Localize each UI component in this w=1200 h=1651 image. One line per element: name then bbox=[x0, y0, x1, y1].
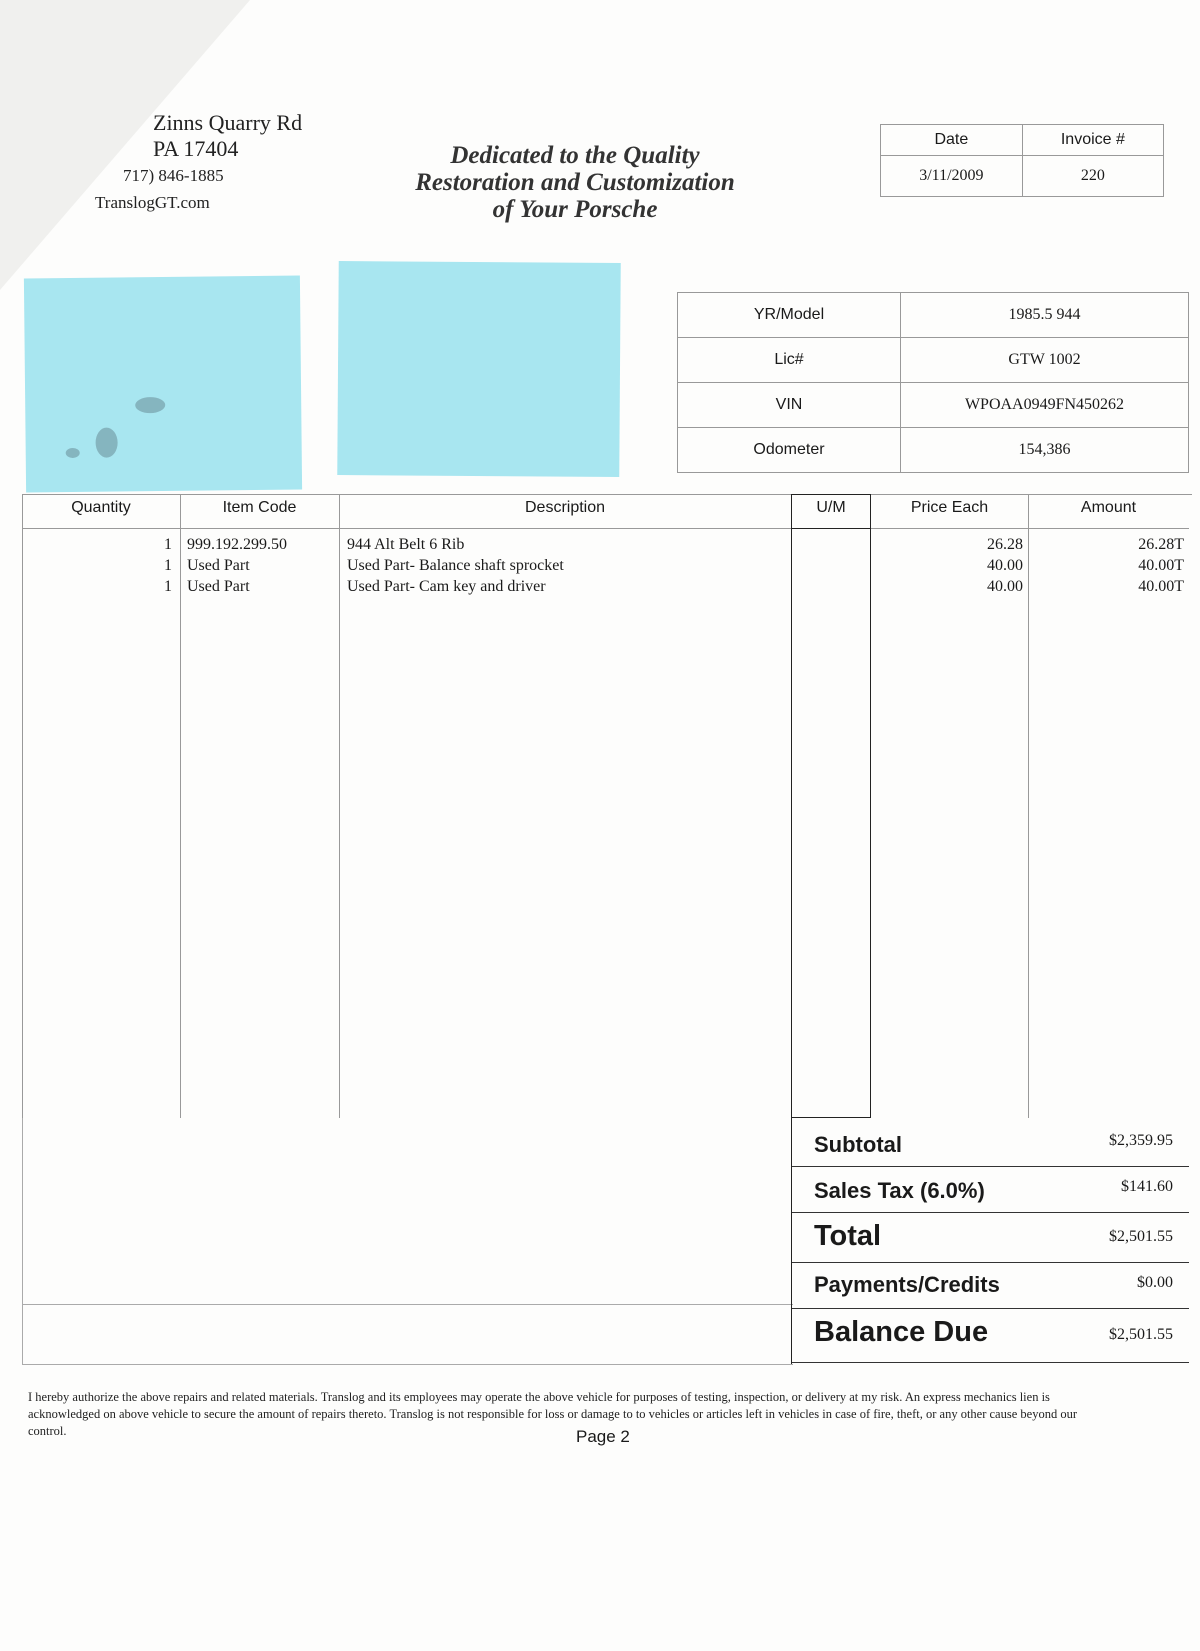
authorization-text: I hereby authorize the above repairs and related materials. Translog and its employees may operate the above vehicle for purposes of testing, inspection, or delivery at my risk. An express mechanics lien is acknowledged on above vehicle to secure the amount of repairs thereto. Translog is not responsible for loss or damage to to vehicles or articles left in vehicles in case of fire, theft, or any other cause beyond our control. bbox=[28, 1390, 1077, 1438]
payments-value: $0.00 bbox=[1137, 1274, 1173, 1291]
address-line-1: Zinns Quarry Rd bbox=[153, 110, 303, 135]
header-item-code: Item Code bbox=[222, 499, 297, 516]
shop-address bbox=[95, 110, 303, 216]
vehicle-value: 1985.5 944 bbox=[901, 293, 1189, 338]
item-amount: 26.28T bbox=[1138, 536, 1184, 553]
vehicle-value: 154,386 bbox=[901, 428, 1189, 473]
vehicle-label: Odometer bbox=[678, 428, 901, 473]
vehicle-row bbox=[678, 338, 1189, 383]
total-row bbox=[792, 1212, 1189, 1263]
date-invoice-box bbox=[880, 124, 1164, 197]
header-price-each: Price Each bbox=[910, 499, 989, 516]
header-description: Description bbox=[524, 499, 606, 516]
item-code: Used Part bbox=[187, 578, 250, 595]
balance-row bbox=[792, 1308, 1189, 1363]
website: TranslogGT.com bbox=[95, 193, 210, 212]
subtotal-value: $2,359.95 bbox=[1109, 1132, 1173, 1149]
total-value: $2,501.55 bbox=[1109, 1228, 1173, 1245]
header-um: U/M bbox=[816, 499, 846, 516]
vehicle-label: YR/Model bbox=[678, 293, 901, 338]
sticky-note-redaction-2 bbox=[337, 261, 620, 477]
item-amount: 40.00T bbox=[1138, 557, 1184, 574]
item-code: Used Part bbox=[187, 557, 250, 574]
vehicle-label: Lic# bbox=[678, 338, 901, 383]
tax-value: $141.60 bbox=[1121, 1178, 1173, 1195]
tax-label: Sales Tax (6.0%) bbox=[814, 1178, 985, 1203]
column-divider bbox=[339, 494, 340, 1118]
header-divider bbox=[22, 528, 792, 529]
invoice-number-label: Invoice # bbox=[1022, 125, 1163, 156]
vehicle-row bbox=[678, 383, 1189, 428]
vehicle-label: VIN bbox=[678, 383, 901, 428]
header-amount: Amount bbox=[1080, 499, 1137, 516]
vehicle-value: GTW 1002 bbox=[901, 338, 1189, 383]
item-price: 26.28 bbox=[987, 536, 1023, 553]
vehicle-row bbox=[678, 428, 1189, 473]
page-number: Page 2 bbox=[576, 1427, 630, 1446]
vehicle-value: WPOAA0949FN450262 bbox=[901, 383, 1189, 428]
sticky-note-redaction-1 bbox=[24, 276, 302, 493]
item-amount: 40.00T bbox=[1138, 578, 1184, 595]
invoice-date: 3/11/2009 bbox=[881, 156, 1023, 197]
item-qty: 1 bbox=[164, 536, 172, 553]
payments-row bbox=[792, 1262, 1189, 1309]
item-description: Used Part- Cam key and driver bbox=[347, 578, 546, 595]
item-qty: 1 bbox=[164, 578, 172, 595]
column-divider bbox=[180, 494, 181, 1118]
tagline: Dedicated to the Quality Restoration and Customization of Your Porsche bbox=[415, 142, 735, 223]
balance-label: Balance Due bbox=[814, 1316, 989, 1348]
item-price: 40.00 bbox=[987, 578, 1023, 595]
phone-number: 717) 846-1885 bbox=[123, 166, 224, 185]
um-column bbox=[791, 494, 871, 1118]
totals-box bbox=[791, 1118, 1189, 1364]
balance-value: $2,501.55 bbox=[1109, 1326, 1173, 1343]
tax-row bbox=[792, 1166, 1189, 1213]
vehicle-info-box bbox=[677, 292, 1189, 473]
total-label: Total bbox=[814, 1220, 882, 1252]
subtotal-row bbox=[792, 1118, 1189, 1167]
item-code: 999.192.299.50 bbox=[187, 536, 287, 553]
date-label: Date bbox=[881, 125, 1023, 156]
header-divider bbox=[871, 528, 1189, 529]
item-description: 944 Alt Belt 6 Rib bbox=[347, 536, 465, 553]
item-price: 40.00 bbox=[987, 557, 1023, 574]
item-description: Used Part- Balance shaft sprocket bbox=[347, 557, 564, 574]
vehicle-row bbox=[678, 293, 1189, 338]
address-line-2: PA 17404 bbox=[153, 136, 239, 161]
item-qty: 1 bbox=[164, 557, 172, 574]
subtotal-label: Subtotal bbox=[814, 1132, 902, 1157]
payments-label: Payments/Credits bbox=[814, 1272, 1000, 1297]
header-quantity: Quantity bbox=[71, 499, 131, 516]
column-divider bbox=[1028, 494, 1029, 1118]
invoice-number: 220 bbox=[1022, 156, 1163, 197]
notes-area bbox=[22, 1118, 793, 1365]
